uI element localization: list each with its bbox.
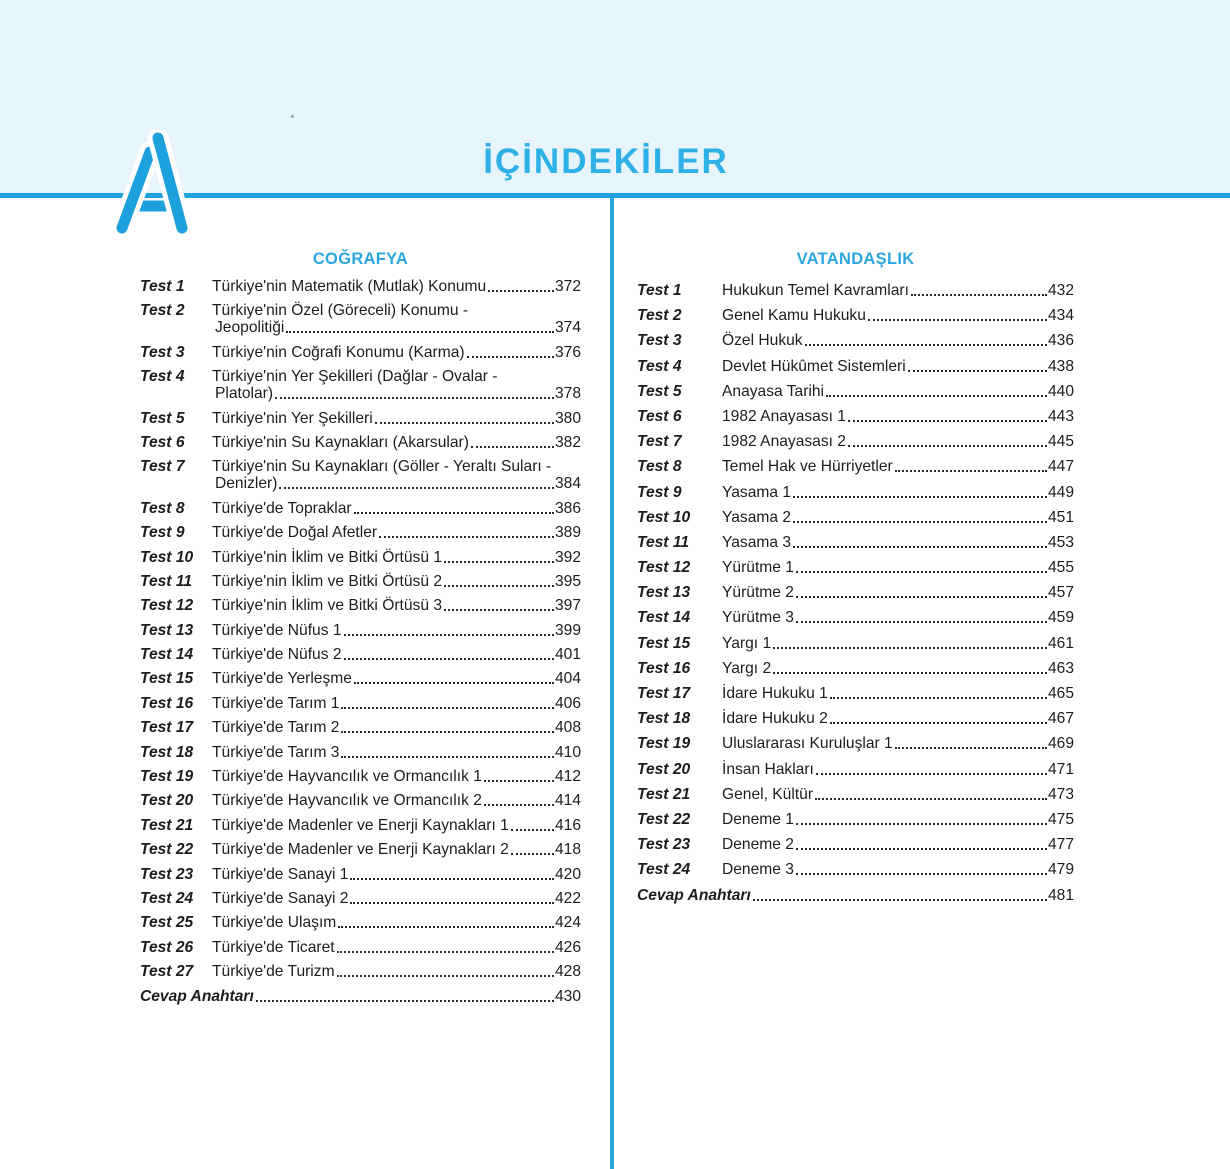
entry-page-number: 443	[1047, 407, 1074, 425]
entry-title: Türkiye'de Tarım 2	[212, 719, 340, 737]
entry-page-number: 467	[1047, 710, 1074, 728]
entry-label: Test 17	[637, 685, 691, 702]
dot-leader	[286, 331, 554, 333]
entry-title: Türkiye'nin İklim ve Bitki Örtüsü 2	[212, 572, 443, 590]
entry-title: Türkiye'de Sanayi 1	[212, 865, 349, 883]
entry-title: Türkiye'nin Su Kaynakları (Akarsular)	[212, 433, 469, 451]
entry-title: Deneme 1	[722, 810, 794, 828]
entry-label: Test 13	[140, 621, 194, 639]
entry-page-number: 416	[554, 816, 581, 834]
toc-entry	[140, 670, 581, 687]
dot-leader	[344, 634, 554, 636]
toc-entry	[637, 408, 1074, 425]
entry-title: Yasama 2	[722, 508, 792, 526]
toc-entry	[637, 484, 1074, 501]
page-title: İÇİNDEKİLER	[483, 142, 729, 181]
dot-leader	[337, 951, 554, 953]
entry-page-number: 438	[1047, 357, 1074, 375]
entry-label: Test 7	[140, 458, 185, 476]
entry-label: Test 3	[140, 343, 185, 361]
entry-label: Test 13	[637, 584, 691, 602]
dot-leader	[354, 682, 554, 684]
dot-leader	[830, 697, 1047, 699]
dot-leader	[911, 294, 1047, 296]
entry-title: Temel Hak ve Hürriyetler	[722, 458, 893, 476]
entry-label: Test 15	[140, 670, 194, 688]
entry-page-number: 397	[554, 597, 581, 615]
entry-page-number: 457	[1047, 584, 1074, 602]
entry-page-number: 463	[1047, 659, 1074, 677]
entry-label: Test 5	[140, 409, 185, 427]
letter-a-logo-icon	[108, 130, 198, 242]
entry-label: Test 21	[637, 785, 691, 803]
entry-page-number: 469	[1047, 735, 1074, 753]
entry-page-number: 481	[1047, 886, 1074, 904]
entry-page-number: 395	[554, 572, 581, 590]
entry-title: Genel, Kültür	[722, 785, 814, 803]
dot-leader	[815, 798, 1047, 800]
dot-leader	[796, 621, 1047, 623]
entry-page-number: 408	[554, 719, 581, 737]
entry-label: Test 3	[637, 332, 682, 350]
toc-entries-vatandaslik	[637, 282, 1074, 904]
entry-label: Test 8	[637, 458, 682, 476]
entry-label: Test 20	[637, 760, 691, 778]
toc-entry	[637, 861, 1074, 878]
entry-title: Türkiye'de Topraklar	[212, 499, 352, 517]
dot-leader	[868, 319, 1047, 321]
entry-title: Hukukun Temel Kavramları	[722, 282, 909, 299]
entry-page-number: 447	[1047, 458, 1074, 476]
dot-leader	[796, 571, 1047, 573]
dot-leader	[375, 422, 554, 424]
dot-leader	[279, 487, 554, 489]
entry-page-number: 465	[1047, 685, 1074, 702]
entry-title: Uluslararası Kuruluşlar 1	[722, 735, 893, 753]
entry-label: Test 1	[637, 282, 682, 299]
dot-leader	[471, 446, 554, 448]
entry-title: Türkiye'de Yerleşme	[212, 670, 352, 688]
dot-leader	[908, 370, 1047, 372]
entry-title: Türkiye'de Hayvancılık ve Ormancılık 2	[212, 792, 482, 810]
dot-leader	[895, 747, 1047, 749]
entry-page-number: 384	[554, 475, 581, 493]
toc-entry	[140, 646, 581, 663]
entry-label: Test 12	[637, 559, 691, 577]
toc-entry	[140, 410, 581, 427]
entry-title: İnsan Hakları	[722, 760, 814, 778]
toc-entry	[140, 573, 581, 590]
entry-label: Test 6	[637, 407, 682, 425]
entry-label: Test 21	[140, 816, 194, 834]
entry-title: Devlet Hükûmet Sistemleri	[722, 357, 906, 375]
dot-leader	[350, 878, 554, 880]
entry-label: Test 18	[140, 743, 194, 761]
entry-title: 1982 Anayasası 2	[722, 433, 846, 451]
entry-title: Türkiye'de Ticaret	[212, 938, 335, 956]
entry-page-number: 382	[554, 433, 581, 451]
toc-entry	[637, 761, 1074, 778]
entry-title: Yasama 1	[722, 483, 792, 501]
toc-entry	[140, 719, 581, 736]
entry-title: Türkiye'nin Yer Şekilleri	[212, 409, 373, 427]
dot-leader	[848, 445, 1047, 447]
entry-page-number: 374	[554, 319, 581, 337]
entry-label: Test 15	[637, 634, 691, 652]
toc-entry	[637, 685, 1074, 702]
entry-label: Test 8	[140, 499, 185, 517]
entry-title-line2: Denizler)	[215, 475, 278, 493]
entry-page-number: 392	[554, 548, 581, 566]
entry-title: Türkiye'nin Coğrafi Konumu (Karma)	[212, 343, 465, 361]
dot-leader	[338, 926, 554, 928]
entry-title: Yasama 3	[722, 533, 792, 551]
section-vatandaslik	[637, 250, 1074, 912]
dot-leader	[354, 512, 554, 514]
entry-page-number: 380	[554, 409, 581, 427]
toc-entry	[637, 509, 1074, 526]
dot-leader	[467, 356, 554, 358]
toc-entry	[637, 383, 1074, 400]
entry-title: Yürütme 1	[722, 559, 794, 577]
toc-entry	[140, 841, 581, 858]
entry-page-number: 475	[1047, 810, 1074, 828]
entry-label: Test 18	[637, 710, 691, 728]
entry-page-number: 376	[554, 343, 581, 361]
entry-label: Test 5	[637, 382, 682, 400]
entry-label: Test 7	[637, 433, 682, 451]
entry-title: Türkiye'nin İklim ve Bitki Örtüsü 3	[212, 597, 443, 615]
entry-label: Cevap Anahtarı	[140, 987, 254, 1005]
toc-entry	[140, 622, 581, 639]
dot-leader	[796, 823, 1047, 825]
entry-label: Test 22	[637, 810, 691, 828]
entry-title: Genel Kamu Hukuku	[722, 307, 866, 325]
dot-leader	[344, 658, 554, 660]
section-heading-vatandaslik: VATANDAŞLIK	[796, 250, 915, 268]
dot-leader	[753, 899, 1047, 901]
dot-leader	[256, 1000, 554, 1002]
toc-entry	[140, 434, 581, 451]
entry-title: Türkiye'de Nüfus 1	[212, 621, 342, 639]
entry-label: Test 24	[637, 861, 691, 879]
toc-entry	[140, 500, 581, 517]
toc-entry	[140, 768, 581, 785]
toc-entry	[637, 307, 1074, 324]
entry-label: Test 9	[140, 524, 185, 542]
dot-leader	[341, 707, 553, 709]
toc-entry	[140, 597, 581, 614]
entry-label: Test 23	[637, 836, 691, 854]
entry-title: Anayasa Tarihi	[722, 382, 824, 400]
answer-key-entry	[140, 988, 581, 1005]
entry-page-number: 372	[554, 278, 581, 295]
entry-title: Türkiye'de Madenler ve Enerji Kaynakları 1	[212, 816, 509, 834]
entry-title: Türkiye'nin Yer Şekilleri (Dağlar - Ovalar -	[212, 368, 498, 386]
entry-page-number: 434	[1047, 307, 1074, 325]
toc-entry	[637, 811, 1074, 828]
toc-entry	[140, 963, 581, 980]
entry-page-number: 424	[554, 914, 581, 932]
dot-leader	[444, 585, 554, 587]
entry-label: Test 17	[140, 719, 194, 737]
column-divider	[610, 198, 614, 1169]
entry-label: Test 6	[140, 433, 185, 451]
entry-title: 1982 Anayasası 1	[722, 407, 846, 425]
section-cografya	[140, 250, 581, 1012]
entry-page-number: 404	[554, 670, 581, 688]
toc-entry	[637, 358, 1074, 375]
entry-title: Türkiye'de Doğal Afetler	[212, 524, 378, 542]
entry-page-number: 432	[1047, 282, 1074, 299]
toc-entry	[637, 786, 1074, 803]
toc-entry	[637, 660, 1074, 677]
toc-entry	[140, 344, 581, 361]
dot-leader	[826, 395, 1047, 397]
toc-entry	[140, 302, 581, 336]
dot-leader	[350, 902, 554, 904]
entry-title: Türkiye'de Hayvancılık ve Ormancılık 1	[212, 768, 482, 786]
dot-leader	[275, 397, 554, 399]
entry-label: Test 22	[140, 841, 194, 859]
entry-label: Test 26	[140, 938, 194, 956]
entry-page-number: 455	[1047, 559, 1074, 577]
toc-entry	[637, 836, 1074, 853]
dot-leader	[793, 521, 1047, 523]
toc-entry	[637, 584, 1074, 601]
entry-label: Test 9	[637, 483, 682, 501]
dot-leader	[379, 536, 554, 538]
entry-label: Test 16	[637, 659, 691, 677]
entry-page-number: 451	[1047, 508, 1074, 526]
dot-leader	[805, 344, 1047, 346]
toc-entry	[140, 939, 581, 956]
toc-entry	[637, 609, 1074, 626]
dot-leader	[816, 773, 1047, 775]
entry-page-number: 418	[554, 841, 581, 859]
toc-entry	[637, 735, 1074, 752]
entry-page-number: 414	[554, 792, 581, 810]
entry-label: Test 19	[140, 768, 194, 786]
entry-title: Türkiye'de Nüfus 2	[212, 646, 342, 664]
entry-label: Test 4	[140, 368, 185, 386]
toc-entry	[140, 278, 581, 295]
entry-page-number: 471	[1047, 760, 1074, 778]
entry-label: Test 1	[140, 278, 185, 295]
dot-leader	[488, 290, 554, 292]
entry-label: Test 4	[637, 357, 682, 375]
entry-page-number: 430	[554, 987, 581, 1005]
entry-title: Deneme 3	[722, 861, 794, 879]
entry-label: Test 20	[140, 792, 194, 810]
print-speck	[291, 115, 294, 118]
entry-label: Test 2	[637, 307, 682, 325]
entry-page-number: 477	[1047, 836, 1074, 854]
toc-entry	[140, 549, 581, 566]
toc-entry	[140, 744, 581, 761]
toc-entry	[637, 458, 1074, 475]
toc-entry	[637, 433, 1074, 450]
entry-title: Türkiye'de Sanayi 2	[212, 889, 349, 907]
entry-title: Türkiye'nin Su Kaynakları (Göller - Yeraltı Suları -	[212, 458, 552, 476]
entry-label: Test 12	[140, 597, 194, 615]
entry-label: Cevap Anahtarı	[637, 886, 751, 904]
dot-leader	[830, 722, 1047, 724]
entry-title: Yürütme 2	[722, 584, 794, 602]
entry-page-number: 479	[1047, 861, 1074, 879]
entry-title: Yargı 1	[722, 634, 772, 652]
entry-label: Test 23	[140, 865, 194, 883]
toc-entry	[637, 559, 1074, 576]
toc-entry	[140, 458, 581, 492]
publisher-logo	[108, 130, 198, 242]
toc-entry	[637, 282, 1074, 299]
dot-leader	[793, 496, 1047, 498]
entry-page-number: 461	[1047, 634, 1074, 652]
entry-label: Test 14	[140, 646, 194, 664]
entry-page-number: 420	[554, 865, 581, 883]
dot-leader	[484, 780, 554, 782]
entry-title: Türkiye'de Tarım 1	[212, 694, 340, 712]
dot-leader	[341, 756, 553, 758]
entry-title: İdare Hukuku 1	[722, 685, 828, 702]
entry-page-number: 449	[1047, 483, 1074, 501]
entry-page-number: 412	[554, 768, 581, 786]
entry-label: Test 27	[140, 963, 194, 981]
entry-page-number: 426	[554, 938, 581, 956]
entry-title: Yürütme 3	[722, 609, 794, 627]
entry-title: Türkiye'de Turizm	[212, 963, 335, 981]
entry-page-number: 386	[554, 499, 581, 517]
entry-label: Test 10	[637, 508, 691, 526]
dot-leader	[796, 596, 1047, 598]
dot-leader	[444, 609, 554, 611]
entry-title-line2: Jeopolitiği	[215, 319, 285, 337]
toc-entry	[637, 332, 1074, 349]
toc-entry	[140, 914, 581, 931]
toc-entry	[140, 817, 581, 834]
entry-label: Test 11	[140, 572, 193, 590]
entry-title-line2: Platolar)	[215, 385, 274, 403]
dot-leader	[796, 848, 1047, 850]
dot-leader	[341, 731, 553, 733]
entry-page-number: 401	[554, 646, 581, 664]
entry-title: Türkiye'nin Özel (Göreceli) Konumu -	[212, 302, 469, 320]
toc-entry	[140, 695, 581, 712]
answer-key-entry	[637, 887, 1074, 904]
toc-entry	[140, 890, 581, 907]
entry-title: Türkiye'de Ulaşım	[212, 914, 337, 932]
toc-entries-cografya	[140, 278, 581, 1005]
entry-page-number: 389	[554, 524, 581, 542]
toc-entry	[140, 866, 581, 883]
dot-leader	[895, 470, 1047, 472]
dot-leader	[511, 829, 554, 831]
toc-entry	[637, 710, 1074, 727]
dot-leader	[511, 853, 554, 855]
entry-label: Test 11	[637, 533, 690, 551]
entry-label: Test 25	[140, 914, 194, 932]
entry-page-number: 399	[554, 621, 581, 639]
entry-page-number: 378	[554, 385, 581, 403]
dot-leader	[484, 804, 554, 806]
entry-title: Yargı 2	[722, 659, 772, 677]
entry-page-number: 473	[1047, 785, 1074, 803]
toc-entry	[637, 534, 1074, 551]
dot-leader	[773, 672, 1047, 674]
entry-page-number: 445	[1047, 433, 1074, 451]
entry-page-number: 459	[1047, 609, 1074, 627]
entry-label: Test 24	[140, 889, 194, 907]
entry-label: Test 10	[140, 548, 194, 566]
entry-label: Test 14	[637, 609, 691, 627]
entry-title: Türkiye'de Madenler ve Enerji Kaynakları 2	[212, 841, 509, 859]
entry-title: Türkiye'nin Matematik (Mutlak) Konumu	[212, 278, 487, 295]
entry-label: Test 2	[140, 302, 185, 320]
entry-page-number: 422	[554, 889, 581, 907]
dot-leader	[773, 647, 1047, 649]
toc-entry	[140, 368, 581, 402]
entry-page-number: 406	[554, 694, 581, 712]
entry-page-number: 453	[1047, 533, 1074, 551]
entry-title: Özel Hukuk	[722, 332, 803, 350]
dot-leader	[793, 546, 1047, 548]
toc-entry	[140, 792, 581, 809]
entry-title: Deneme 2	[722, 836, 794, 854]
entry-label: Test 16	[140, 694, 194, 712]
entry-page-number: 440	[1047, 382, 1074, 400]
entry-title: Türkiye'nin İklim ve Bitki Örtüsü 1	[212, 548, 443, 566]
entry-page-number: 428	[554, 963, 581, 981]
entry-label: Test 19	[637, 735, 691, 753]
entry-title: İdare Hukuku 2	[722, 710, 828, 728]
dot-leader	[444, 561, 554, 563]
entry-title: Türkiye'de Tarım 3	[212, 743, 340, 761]
toc-entry	[140, 524, 581, 541]
section-heading-cografya: COĞRAFYA	[312, 250, 409, 268]
entry-page-number: 436	[1047, 332, 1074, 350]
dot-leader	[796, 873, 1047, 875]
toc-entry	[637, 635, 1074, 652]
entry-page-number: 410	[554, 743, 581, 761]
dot-leader	[337, 975, 554, 977]
dot-leader	[848, 420, 1047, 422]
